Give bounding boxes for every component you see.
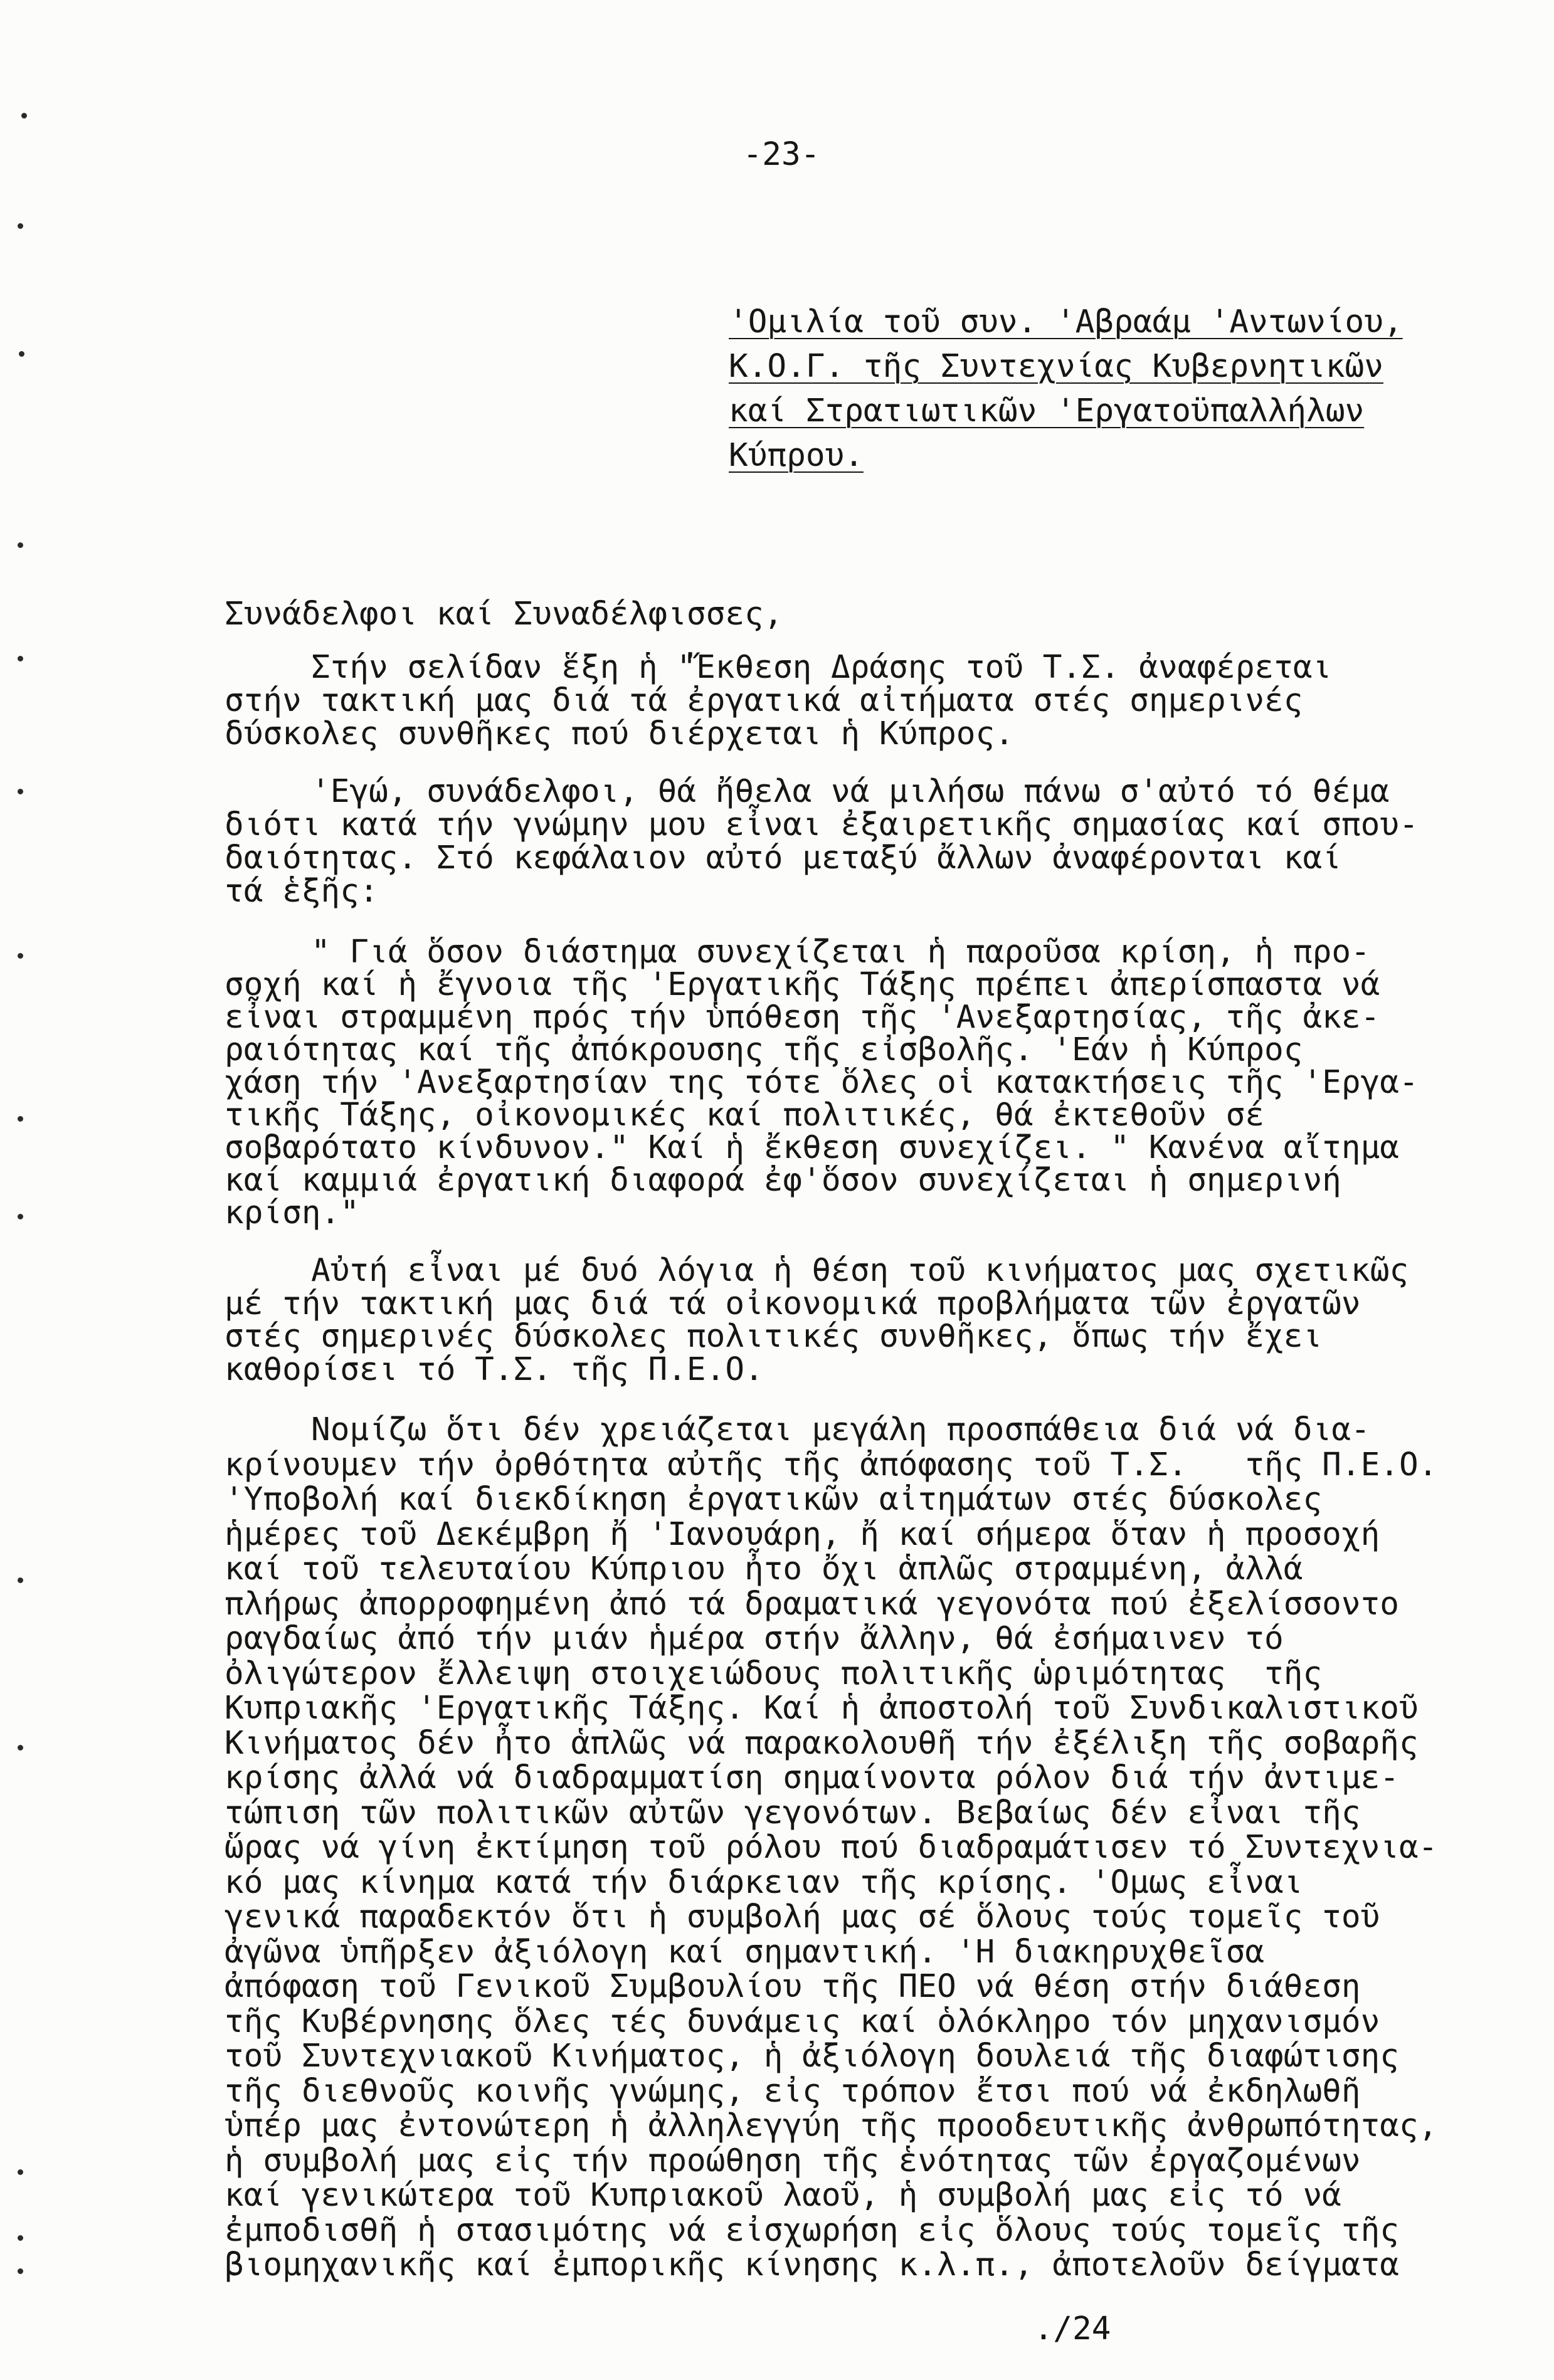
- scan-speck: [18, 1214, 23, 1219]
- text-line: Στήν σελίδαν ἕξη ἡ "Ἔκθεση Δράσης τοῦ Τ.Σ. ἀναφέρεται: [311, 649, 1332, 686]
- text-line: δαιότητας. Στό κεφάλαιον αὐτό μεταξύ ἄλλων ἀναφέρονται καί: [225, 840, 1341, 877]
- text-line: διότι κατά τήν γνώμην μου εἶναι ἐξαιρετικῆς σημασίας καί σπου-: [225, 806, 1419, 843]
- text-line: τοῦ Συντεχνιακοῦ Κινήματος, ἡ ἀξιόλογη δουλειά τῆς διαφώτισης: [225, 2038, 1399, 2075]
- paragraph: [225, 651, 1331, 750]
- scan-speck: [18, 789, 23, 794]
- text-line: κό μας κίνημα κατά τήν διάρκειαν τῆς κρίσης. 'Ομως εἶναι: [225, 1863, 1303, 1901]
- text-line: τῆς διεθνοῦς κοινῆς γνώμης, εἰς τρόπον ἔτσι πού νά ἐκδηλωθῆ: [225, 2072, 1361, 2110]
- scan-speck: [18, 542, 23, 548]
- text-line: Κυπριακῆς 'Εργατικῆς Τάξης. Καί ἡ ἀποστολή τοῦ Συνδικαλιστικοῦ: [225, 1690, 1419, 1727]
- text-line: ἐμποδισθῆ ἡ στασιμότης νά εἰσχωρήση εἰς ὅλους τούς τομεῖς τῆς: [225, 2211, 1399, 2249]
- text-line: καί καμμιά ἐργατική διαφορά ἐφ'ὅσον συνεχίζεται ἡ σημερινή: [225, 1162, 1341, 1199]
- scan-speck: [18, 1116, 23, 1122]
- text-line: στήν τακτική μας διά τά ἐργατικά αἰτήματα στές σημερινές: [225, 682, 1303, 719]
- text-line: καί γενικώτερα τοῦ Κυπριακοῦ λαοῦ, ἡ συμβολή μας εἰς τό νά: [225, 2177, 1341, 2214]
- scan-speck: [21, 113, 27, 118]
- text-line: γενικά παραδεκτόν ὅτι ἡ συμβολή μας σέ ὅλους τούς τομεῖς τοῦ: [225, 1898, 1380, 1935]
- text-line: τά ἑξῆς:: [225, 873, 379, 910]
- text-line: " Γιά ὅσον διάστημα συνεχίζεται ἡ παροῦσα κρίση, ἡ προ-: [311, 934, 1370, 971]
- text-line: ὥρας νά γίνη ἐκτίμηση τοῦ ρόλου πού διαδραμάτισεν τό Συντεχνια-: [225, 1829, 1438, 1866]
- text-line: τικῆς Τάξης, οἰκονομικές καί πολιτικές, θά ἐκτεθοῦν σέ: [225, 1097, 1265, 1134]
- scan-speck: [18, 2169, 23, 2175]
- paragraph: [225, 1413, 1437, 2283]
- quoted-paragraph: [225, 936, 1419, 1229]
- heading-line: Κ.Ο.Γ. τῆς Συντεχνίας Κυβερνητικῶν: [729, 348, 1383, 385]
- scan-speck: [18, 223, 23, 229]
- heading-line: καί Στρατιωτικῶν 'Εργατοϋπαλλήλων: [729, 392, 1365, 429]
- heading-line: 'Ομιλία τοῦ συν. 'Αβραάμ 'Αντωνίου,: [729, 303, 1403, 340]
- text-line: ραιότητας καί τῆς ἀπόκρουσης τῆς εἰσβολῆς. 'Εάν ἡ Κύπρος: [225, 1031, 1303, 1068]
- text-line: 'Εγώ, συνάδελφοι, θά ἤθελα νά μιλήσω πάνω σ'αὐτό τό θέμα: [311, 773, 1390, 810]
- next-page-marker: ./24: [1033, 2310, 1111, 2347]
- text-line: 'Υποβολή καί διεκδίκηση ἐργατικῶν αἰτημάτων στές δύσκολες: [225, 1481, 1323, 1518]
- heading-line: Κύπρου.: [729, 437, 864, 474]
- scan-speck: [18, 2235, 23, 2241]
- text-line: σοβαρότατο κίνδυνον." Καί ἡ ἔκθεση συνεχίζει. " Κανένα αἴτημα: [225, 1129, 1399, 1166]
- text-line: εἶναι στραμμένη πρός τήν ὑπόθεση τῆς 'Ανεξαρτησίας, τῆς ἀκε-: [225, 999, 1380, 1036]
- text-line: ἡ συμβολή μας εἰς τήν προώθηση τῆς ἑνότητας τῶν ἐργαζομένων: [225, 2142, 1361, 2179]
- scan-speck: [18, 1577, 23, 1583]
- text-line: Αὐτή εἶναι μέ δυό λόγια ἡ θέση τοῦ κινήματος μας σχετικῶς: [311, 1252, 1409, 1289]
- text-line: κρίσης ἀλλά νά διαδραμματίση σημαίνοντα ρόλον διά τήν ἀντιμε-: [225, 1759, 1399, 1796]
- text-line: δύσκολες συνθῆκες πού διέρχεται ἡ Κύπρος.: [225, 715, 1014, 752]
- text-line: καθορίσει τό Τ.Σ. τῆς Π.Ε.Ο.: [225, 1351, 764, 1388]
- text-line: πλήρως ἀπορροφημένη ἀπό τά δραματικά γεγονότα πού ἐξελίσσοντο: [225, 1585, 1399, 1623]
- text-line: ἡμέρες τοῦ Δεκέμβρη ἤ 'Ιανουάρη, ἤ καί σήμερα ὅταν ἡ προσοχή: [225, 1515, 1380, 1553]
- text-line: στές σημερινές δύσκολες πολιτικές συνθῆκες, ὅπως τήν ἔχει: [225, 1318, 1323, 1355]
- salutation: Συνάδελφοι καί Συναδέλφισσες,: [225, 596, 783, 633]
- text-line: μέ τήν τακτική μας διά τά οἰκονομικά προβλήματα τῶν ἐργατῶν: [225, 1285, 1361, 1322]
- text-line: ἀγῶνα ὑπῆρξεν ἀξιόλογη καί σημαντική. 'Η διακηρυχθεῖσα: [225, 1933, 1265, 1971]
- scan-speck: [18, 656, 23, 661]
- text-line: κρίνουμεν τήν ὀρθότητα αὐτῆς τῆς ἀπόφασης τοῦ Τ.Σ. τῆς Π.Ε.Ο.: [225, 1446, 1438, 1483]
- speech-heading: [729, 300, 1403, 478]
- text-line: κρίση.": [225, 1194, 359, 1231]
- text-line: Κινήματος δέν ἦτο ἁπλῶς νά παρακολουθῆ τήν ἐξέλιξη τῆς σοβαρῆς: [225, 1724, 1419, 1762]
- scan-speck: [18, 1745, 23, 1751]
- text-line: ὑπέρ μας ἐντονώτερη ἡ ἀλληλεγγύη τῆς προοδευτικῆς ἀνθρωπότητας,: [225, 2107, 1438, 2144]
- scan-speck: [18, 2268, 23, 2274]
- scan-speck: [19, 351, 24, 357]
- paragraph: [225, 1252, 1409, 1388]
- page-number: -23-: [743, 136, 820, 173]
- paragraph: [225, 775, 1419, 908]
- text-line: τῆς Κυβέρνησης ὅλες τές δυνάμεις καί ὁλόκληρο τόν μηχανισμόν: [225, 2003, 1380, 2040]
- text-line: ἀπόφαση τοῦ Γενικοῦ Συμβουλίου τῆς ΠΕΟ νά θέση στήν διάθεση: [225, 1968, 1361, 2005]
- text-line: βιομηχανικῆς καί ἐμπορικῆς κίνησης κ.λ.π., ἀποτελοῦν δείγματα: [225, 2246, 1399, 2283]
- text-line: καί τοῦ τελευταίου Κύπριου ἦτο ὄχι ἁπλῶς στραμμένη, ἀλλά: [225, 1551, 1303, 1588]
- text-line: χάση τήν 'Ανεξαρτησίαν της τότε ὅλες οἱ κατακτήσεις τῆς 'Εργα-: [225, 1064, 1419, 1101]
- text-line: Νομίζω ὅτι δέν χρειάζεται μεγάλη προσπάθεια διά νά δια-: [311, 1411, 1370, 1448]
- text-line: ραγδαίως ἀπό τήν μιάν ἡμέρα στήν ἄλλην, θά ἐσήμαινεν τό: [225, 1620, 1284, 1657]
- text-line: τώπιση τῶν πολιτικῶν αὐτῶν γεγονότων. Βεβαίως δέν εἶναι τῆς: [225, 1794, 1361, 1831]
- scan-speck: [18, 953, 23, 959]
- text-line: ὀλιγώτερον ἔλλειψη στοιχειώδους πολιτικῆς ὡριμότητας τῆς: [225, 1655, 1323, 1692]
- text-line: σοχή καί ἡ ἔγνοια τῆς 'Εργατικῆς Τάξης πρέπει ἀπερίσπαστα νά: [225, 966, 1380, 1003]
